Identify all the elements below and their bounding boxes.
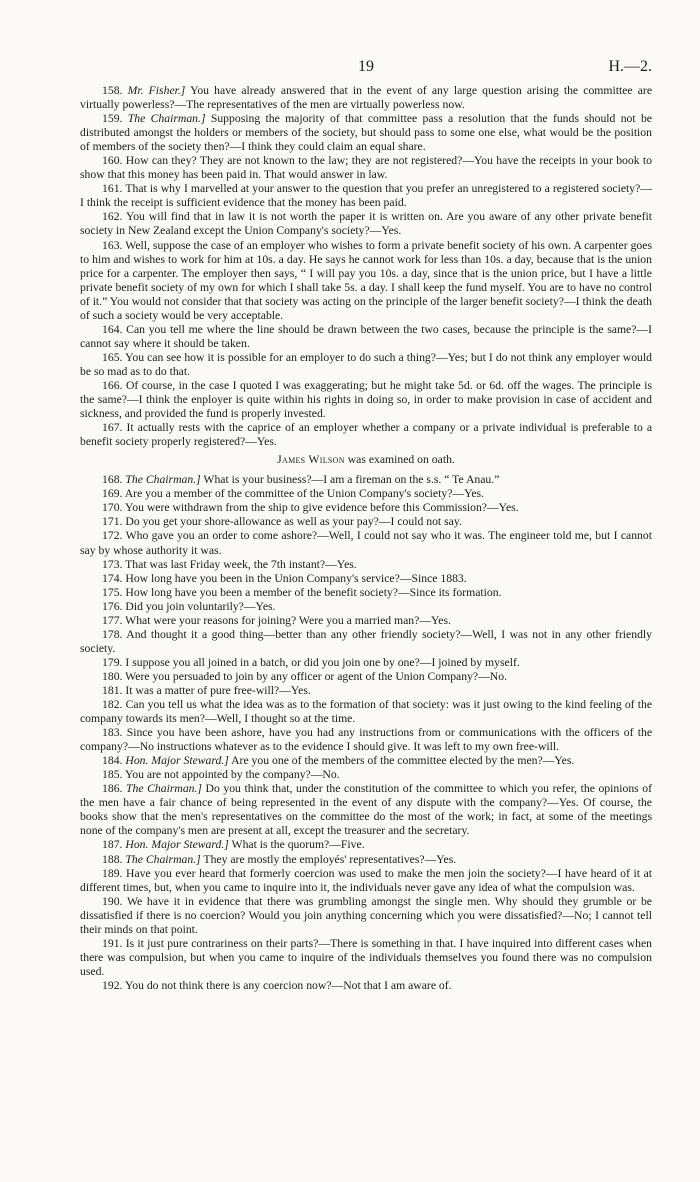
question-number: 176.: [102, 599, 123, 613]
question-text: You will find that in law it is not worth the paper it is written on. Are you aware of any other private benefit society in New Zealand except the Union Company's society?—Yes.: [80, 210, 652, 238]
question-number: 189.: [102, 866, 123, 880]
speaker: Mr. Fisher.]: [127, 84, 186, 97]
question-159: [80, 112, 652, 154]
question-text: Well, suppose the case of an employer who wishes to form a private benefit society of his own. A carpenter goes to him and wishes to work for him at 10s. a day. He says he cannot work for less than 10s. a day, because that is the union price for a carpenter. The employer then says, “ I will pay you 10s. a day, since that is the union price, but I have a little private benefit society of my own for which I shall take 5s. a day. I shall keep the fund myself. You are to have no control of it.” You would not consider that that society was acting on the principle of the larger benefit society?—I think the death of such a society would be very acceptable.: [80, 238, 652, 322]
question-number: 179.: [102, 655, 123, 669]
question-text: They are mostly the employés' representatives?—Yes.: [200, 852, 457, 866]
question-number: 161.: [102, 182, 123, 196]
question-text: Are you one of the members of the committee elected by the men?—Yes.: [228, 754, 575, 768]
question-number: 180.: [102, 669, 123, 683]
question-181: [80, 684, 652, 698]
question-number: 190.: [102, 894, 123, 908]
question-number: 166.: [102, 378, 123, 392]
speaker: Hon. Major Steward.]: [125, 838, 229, 852]
question-text: Of course, in the case I quoted I was exaggerating; but he might take 5d. or 6d. off the wages. The principle is the same?—I think the enployer is quite within his rights in doing so, in order to make provision in case of accident and sickness, and provided the fund is properly invested.: [80, 378, 653, 421]
question-number: 170.: [102, 501, 123, 515]
question-171: [80, 515, 652, 529]
question-number: 191.: [102, 936, 123, 950]
question-text: Have you ever heard that formerly coercion was used to make the men join the society?—I have heard of it at different times, but, when you came to inquire into it, the individuals never gave any idea of what the compulsion was.: [80, 866, 653, 894]
question-text: Is it just pure contrariness on their parts?—There is something in that. I have inquired into different cases when there was compulsion, but when you came to inquire of the individuals themselves you found there was no compulsion used.: [80, 936, 652, 978]
question-161: [80, 182, 652, 210]
question-number: 172.: [102, 529, 123, 543]
witness-heading: [80, 453, 652, 467]
question-text: Can you tell me where the line should be drawn between the two cases, because the principle is the same?—I cannot say where it should be taken.: [80, 322, 652, 350]
question-176: [80, 600, 652, 614]
question-190: [80, 895, 652, 937]
question-text: You have already answered that in the event of any large question arising the committee are virtually powerless?—The representatives of the men are virtually powerless now.: [80, 84, 653, 112]
question-189: [80, 867, 652, 895]
question-166: [80, 379, 652, 421]
question-184: [80, 754, 652, 768]
witness-name: James Wilson: [277, 453, 345, 467]
question-number: 186.: [102, 782, 123, 796]
question-183: [80, 726, 652, 754]
question-162: [80, 210, 652, 238]
question-text: It actually rests with the caprice of an employer whether a company or a private individual is preferable to a benefit society properly registered?—Yes.: [80, 421, 653, 449]
question-168: [80, 473, 652, 487]
question-number: 187.: [102, 838, 123, 852]
document-code: H.—2.: [608, 58, 652, 75]
question-174: [80, 572, 652, 586]
question-number: 184.: [102, 754, 123, 768]
question-172: [80, 529, 652, 557]
question-179: [80, 656, 652, 670]
question-text: How long have you been in the Union Company's service?—Since 1883.: [125, 571, 467, 585]
question-text: What is the quorum?—Five.: [228, 838, 365, 852]
question-160: [80, 154, 652, 182]
question-text: What is your business?—I am a fireman on the s.s. “ Te Anau.”: [200, 473, 500, 487]
question-number: 181.: [102, 683, 123, 697]
question-text: Supposing the majority of that committee pass a resolution that the funds should not be distributed amongst the holders or members of the society, but should pass to some one else, what would be the position of members of the society then?—I think they could claim an equal share.: [80, 112, 652, 154]
witness-text: was examined on oath.: [344, 453, 455, 467]
question-text: Are you a member of the committee of the Union Company's society?—Yes.: [124, 487, 484, 501]
question-text: Do you think that, under the constitution of the committee to which you refer, the opinions of the men have a fair chance of being represented in the event of any dispute with the company?—Yes. Of course, the books show that the men's representatives on the committee do the most of the work; in fact, at some of the meetings none of the company's men are present at all, except the treasurer and the secretary.: [80, 782, 652, 838]
question-number: 192.: [102, 978, 123, 992]
question-number: 158.: [102, 84, 123, 97]
question-165: [80, 351, 652, 379]
question-173: [80, 558, 652, 572]
question-text: You do not think there is any coercion now?—Not that I am aware of.: [124, 978, 452, 992]
question-167: [80, 421, 652, 449]
question-number: 164.: [102, 322, 123, 336]
question-text: Do you get your shore-allowance as well as your pay?—I could not say.: [125, 515, 462, 529]
question-187: [80, 838, 652, 852]
question-191: [80, 937, 652, 979]
question-text: How long have you been a member of the benefit society?—Since its formation.: [125, 585, 502, 599]
question-text: You can see how it is possible for an employer to do such a thing?—Yes; but I do not think any employer would be so mad as to do that.: [80, 350, 652, 378]
question-text: Were you persuaded to join by any officer or agent of the Union Company?—No.: [125, 669, 508, 683]
question-192: [80, 979, 652, 993]
question-180: [80, 670, 652, 684]
question-number: 183.: [102, 726, 123, 740]
question-175: [80, 586, 652, 600]
question-text: Did you join voluntarily?—Yes.: [125, 599, 276, 613]
question-number: 177.: [102, 613, 123, 627]
speaker: The Chairman.]: [125, 473, 201, 487]
question-number: 162.: [102, 210, 123, 224]
question-164: [80, 323, 652, 351]
page-number: 19: [358, 58, 374, 75]
question-number: 169.: [102, 487, 123, 501]
question-text: It was a matter of pure free-will?—Yes.: [125, 683, 311, 697]
question-169: [80, 487, 652, 501]
question-number: 168.: [102, 473, 123, 487]
question-text: Can you tell us what the idea was as to the formation of that society: was it just owing to the kind feeling of the company towards its men?—Well, I thought so at the time.: [80, 698, 653, 726]
speaker: The Chairman.]: [125, 852, 201, 866]
speaker: Hon. Major Steward.]: [125, 754, 229, 768]
question-text: That is why I marvelled at your answer to the question that you prefer an unregistered to a registered society?—I think the receipt is sufficient evidence that the money has been paid.: [80, 182, 652, 210]
question-170: [80, 501, 652, 515]
question-number: 165.: [102, 350, 123, 364]
question-text: I suppose you all joined in a batch, or did you join one by one?—I joined by myself.: [125, 655, 520, 669]
question-158: [80, 84, 652, 112]
question-text: How can they? They are not known to the law; they are not registered?—You have the receipts in your book to show that this money has been paid in. That would answer in law.: [80, 154, 652, 182]
question-number: 175.: [102, 585, 123, 599]
question-number: 173.: [102, 557, 123, 571]
question-number: 188.: [102, 852, 123, 866]
question-177: [80, 614, 652, 628]
question-number: 174.: [102, 571, 123, 585]
question-number: 167.: [102, 421, 123, 435]
question-number: 178.: [102, 627, 123, 641]
question-number: 163.: [102, 238, 123, 252]
question-178: [80, 628, 652, 656]
page-header: [80, 54, 652, 84]
question-163: [80, 239, 652, 323]
question-number: 160.: [102, 154, 123, 168]
question-text: We have it in evidence that there was grumbling amongst the single men. Why should they grumble or be dissatisfied if there is no coercion? Would you join anything concerning which you were dissatisfied?—No; I cannot tell their minds on that point.: [80, 894, 652, 936]
question-text: Since you have been ashore, have you had any instructions from or communications with the officers of the company?—No instructions whatever as to the evidence I should give. It was left to my own free-will.: [80, 726, 653, 754]
question-number: 182.: [102, 698, 123, 712]
question-number: 171.: [102, 515, 123, 529]
speaker: The Chairman.]: [126, 782, 202, 796]
transcript-body: [80, 84, 652, 993]
question-text: That was last Friday week, the 7th instant?—Yes.: [125, 557, 357, 571]
question-185: [80, 768, 652, 782]
question-text: And thought it a good thing—better than any other friendly society?—Well, I was not in any other friendly society.: [80, 627, 652, 655]
question-text: You were withdrawn from the ship to give evidence before this Commission?—Yes.: [124, 501, 519, 515]
question-text: Who gave you an order to come ashore?—Well, I could not say who it was. The engineer told me, but I cannot say by whose authority it was.: [80, 529, 652, 557]
question-number: 185.: [102, 768, 123, 782]
speaker: The Chairman.]: [127, 112, 206, 126]
question-188: [80, 853, 652, 867]
question-number: 159.: [102, 112, 123, 126]
question-182: [80, 698, 652, 726]
question-text: You are not appointed by the company?—No.: [124, 768, 340, 782]
question-186: [80, 782, 652, 838]
question-text: What were your reasons for joining? Were you a married man?—Yes.: [125, 613, 451, 627]
